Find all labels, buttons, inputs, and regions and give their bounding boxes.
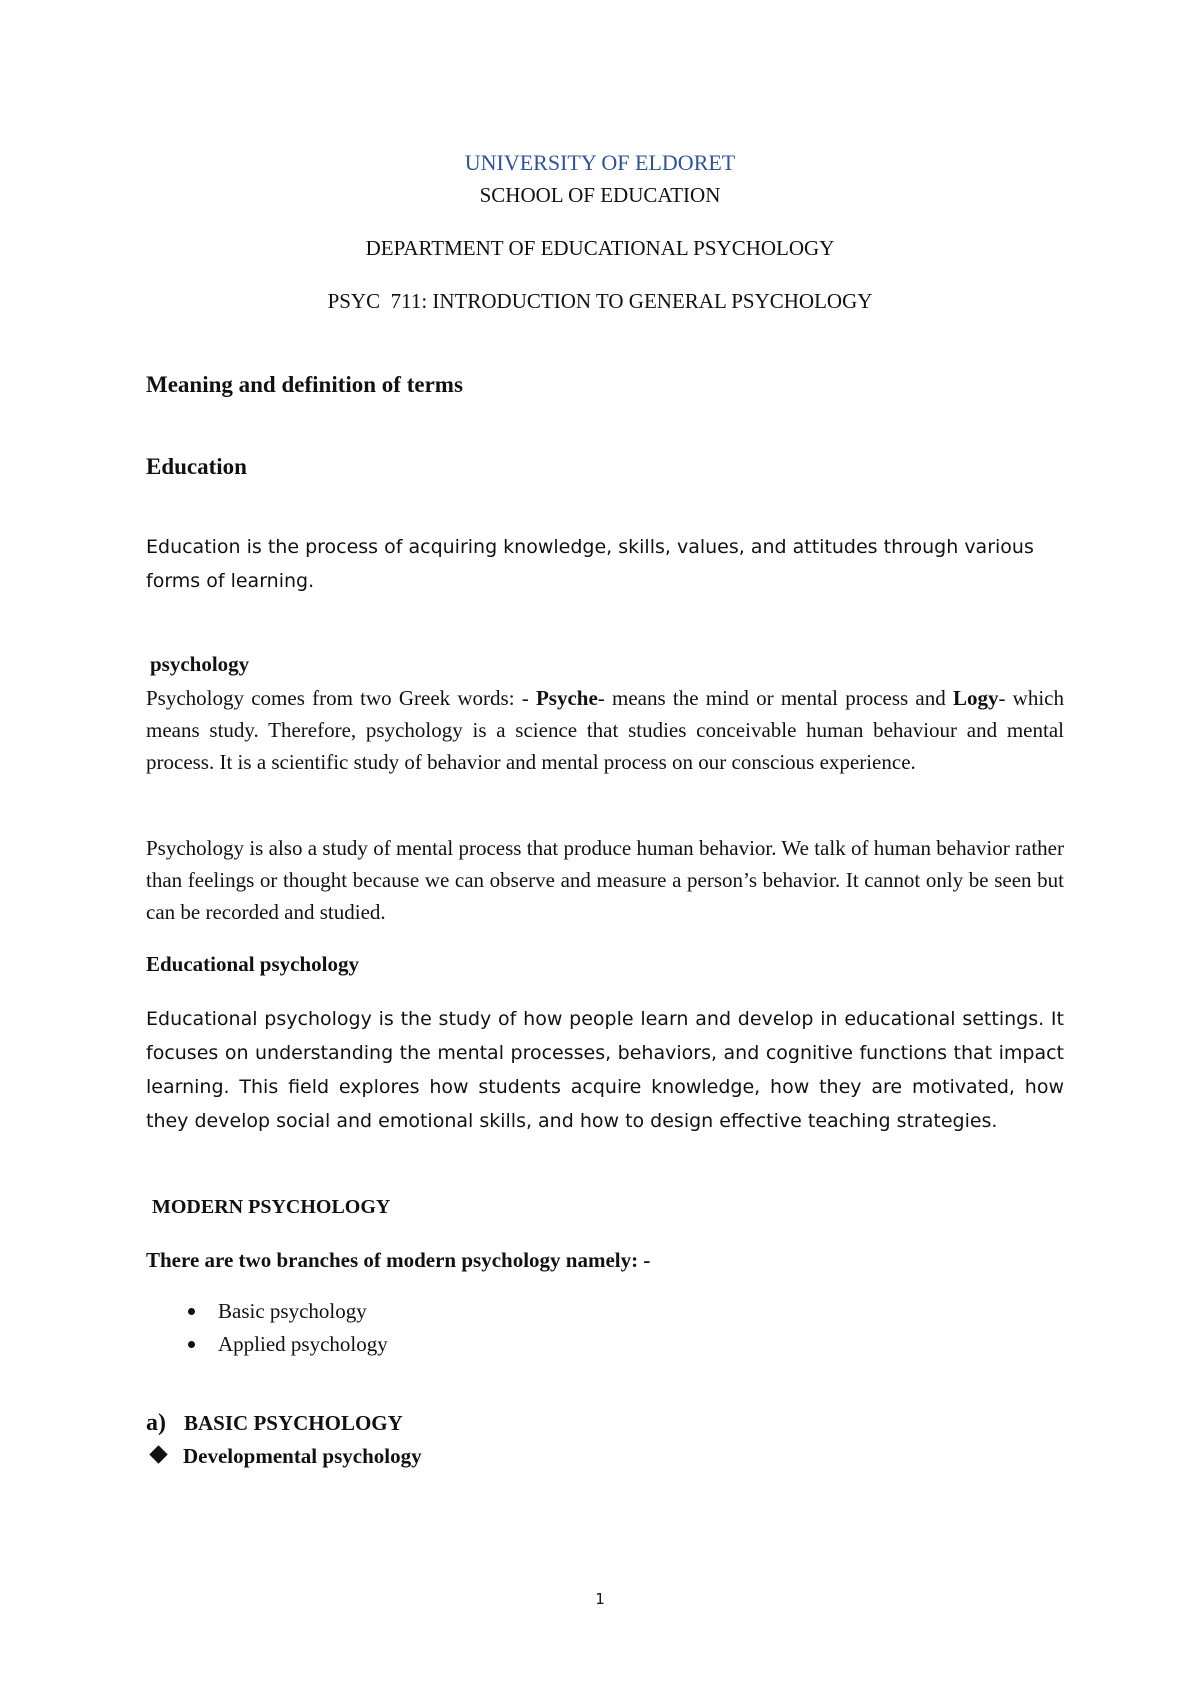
psyche-term: Psyche (535, 686, 598, 710)
branches-list (146, 1295, 1064, 1361)
page-number: 1 (595, 1590, 605, 1608)
branch-label: Applied psychology (218, 1332, 388, 1356)
educational-psychology-text: Educational psychology is the study of how people learn and develop in educational settings. It focuses on understanding the mental processes, behaviors, and cognitive functions that impact learning. This field explores how students acquire knowledge, how they are motivated, how they develop social and emotional skills, and how to design effective teaching strategies. (146, 1008, 1064, 1132)
section-title: Meaning and definition of terms (146, 372, 463, 397)
developmental-psychology-label: Developmental psychology (183, 1444, 422, 1468)
department-title: DEPARTMENT OF EDUCATIONAL PSYCHOLOGY (365, 236, 835, 260)
psychology-p1-c: - which means study. Therefore, psychology is a science that studies conceivable human behaviour and mental process. It is a scientific study of behavior and mental process on our conscious experience. (146, 686, 1065, 774)
basic-psychology-heading (146, 1410, 403, 1437)
basic-psychology-title: BASIC PSYCHOLOGY (184, 1411, 403, 1435)
list-item (146, 1295, 1064, 1328)
diamond-bullet-icon (149, 1445, 167, 1463)
modern-psychology-heading: MODERN PSYCHOLOGY (152, 1196, 391, 1218)
list-marker: a) (146, 1410, 166, 1436)
psychology-paragraph-2: Psychology is also a study of mental process that produce human behavior. We talk of human behavior rather than feelings or thought because we can observe and measure a person’s behavior. It cannot only be seen but can be recorded and studied. (146, 836, 1064, 924)
psychology-p1-b: - means the mind or mental process and (597, 686, 953, 710)
university-title: UNIVERSITY OF ELDORET (464, 150, 736, 175)
education-heading: Education (146, 454, 247, 479)
logy-term: Logy (952, 686, 999, 710)
list-item (146, 1328, 1064, 1361)
developmental-psychology-item (152, 1444, 422, 1469)
bullet-icon (188, 1308, 195, 1315)
educational-psychology-heading: Educational psychology (146, 952, 359, 976)
psychology-p1-a: Psychology comes from two Greek words: - (146, 686, 536, 710)
psychology-paragraph-1 (146, 682, 1064, 778)
branch-label: Basic psychology (218, 1299, 367, 1323)
bullet-icon (188, 1341, 195, 1348)
psychology-heading: psychology (150, 652, 250, 676)
modern-psychology-intro: There are two branches of modern psychology namely: - (146, 1248, 651, 1272)
course-title: PSYC 711: INTRODUCTION TO GENERAL PSYCHOLOGY (327, 289, 873, 313)
school-title: SCHOOL OF EDUCATION (479, 183, 721, 207)
education-text: Education is the process of acquiring knowledge, skills, values, and attitudes through various forms of learning. (146, 536, 1034, 592)
